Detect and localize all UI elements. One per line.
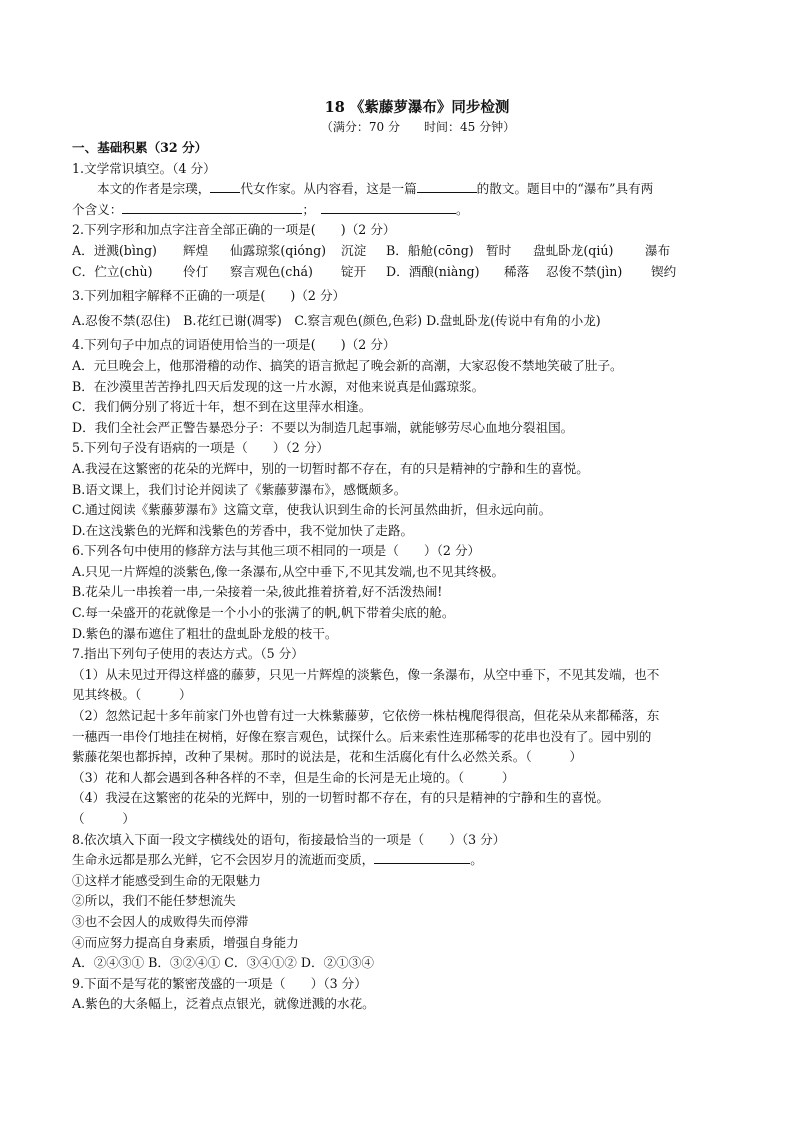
q2-item: 锲约 (651, 263, 677, 279)
question-8-options: A．②④③① B．③②④① C．③④①② D．②①③④ (72, 955, 374, 971)
question-5-stem: 5.下列句子没有语病的一项是（ ）（2 分） (72, 440, 330, 456)
question-8-passage (72, 850, 732, 871)
question-7-stem: 7.指出下列句子使用的表达方式。（5 分） (72, 646, 304, 662)
question-8-choice-2: ②所以，我们不能任梦想流失 (72, 893, 236, 909)
answer-blank-genre[interactable] (417, 179, 477, 193)
question-4-stem: 4.下列句子中加点的词语使用恰当的一项是( )（2 分） (72, 337, 396, 353)
q8-passage-text: 生命永远都是那么光鲜，它不会因岁月的流逝而变质， (72, 852, 375, 868)
q2-item: 稀落 (504, 263, 530, 279)
q2-item: C．伫立(chù) (72, 263, 153, 279)
question-3-options: A.忍俊不禁(忍住) B.花红已谢(凋零) C.察言观色(颜色,色彩) D.盘虬卧龙(传说中有角的小龙) (72, 312, 601, 328)
q2-item: 仙露琼浆(qióng) (230, 242, 327, 258)
question-8-stem: 8.依次填入下面一段文字横线处的语句，衔接最恰当的一项是（ ）（3 分） (72, 831, 506, 847)
q8-passage-end: 。 (470, 852, 483, 868)
question-7-sentence-1: （1）从未见过开得这样盛的藤萝，只见一片辉煌的淡紫色，像一条瀑布，从空中垂下，不见其发端，也不 (72, 666, 660, 682)
q2-item: 盘虬卧龙(qiú) (533, 242, 614, 258)
question-5-option-a: A.我浸在这繁密的花朵的光辉中，别的一切暂时都不存在，有的只是精神的宁静和生的喜悦。 (72, 460, 589, 476)
q1-text-e: ； (302, 201, 315, 217)
section-heading: 一、基础积累（32 分） (72, 140, 208, 155)
q1-text-d: 个含义： (72, 201, 123, 217)
q1-text-f: 。 (455, 201, 469, 217)
question-7-sentence-3: （3）花和人都会遇到各种各样的不幸，但是生命的长河是无止境的。（ ） (72, 769, 515, 785)
question-4-option-d: D．我们全社会严正警告暴恐分子：不要以为制造几起事端，就能够劳尽心血地分裂祖国。 (72, 419, 574, 435)
question-9-stem: 9.下面不是写花的繁密茂盛的一项是（ ）（3 分） (72, 975, 367, 991)
question-8-choice-3: ③也不会因人的成败得失而停滞 (72, 913, 249, 929)
page-subtitle: （满分：70 分 时间：45 分钟） (320, 120, 516, 134)
q2-item: 沉淀 (341, 242, 367, 258)
worksheet-page (72, 98, 732, 1015)
question-9-option-a: A.紫色的大条幅上，泛着点点银光，就像迸溅的水花。 (72, 996, 375, 1012)
q1-text-c: 的散文。题目中的“瀑布”具有两 (476, 181, 654, 197)
question-7-sentence-4: （4）我浸在这繁密的花朵的光辉中，别的一切暂时都不存在，有的只是精神的宁静和生的喜悦。 (72, 790, 609, 806)
question-4-option-a: A．元旦晚会上，他那滑稽的动作、搞笑的语言掀起了晚会新的高潮，大家忍俊不禁地笑破了肚子。 (72, 357, 623, 373)
q2-item: 忍俊不禁(jìn) (546, 263, 623, 279)
answer-blank-passage[interactable] (374, 850, 470, 864)
question-8-choice-1: ①这样才能感受到生命的无限魅力 (72, 872, 261, 888)
question-2-options-row-1 (72, 241, 732, 262)
question-2-options-row-2 (72, 262, 732, 283)
question-3-stem: 3.下列加粗字解释不正确的一项是( )（2 分） (72, 288, 346, 304)
question-7-sentence-4-cont: （ ） (72, 811, 135, 826)
q2-item: B．船舱(cōng) (386, 242, 474, 258)
question-4-option-c: C．我们俩分别了将近十年，想不到在这里萍水相逢。 (72, 399, 372, 415)
q2-item: 察言观色(chá) (230, 263, 313, 279)
q1-text-a: 本文的作者是宗璞， (97, 181, 211, 197)
question-1-line-1 (72, 179, 732, 200)
question-6-option-b: B.花朵儿一串挨着一串,一朵接着一朵,彼此推着挤着,好不活泼热闹! (72, 584, 443, 600)
answer-blank-meaning-1[interactable] (122, 200, 302, 214)
q2-item: A．迸溅(bìng) (72, 242, 157, 258)
q2-item: 瀑布 (645, 242, 671, 258)
q1-text-b: 代女作家。从内容看，这是一篇 (240, 181, 417, 197)
q2-item: 辉煌 (183, 242, 209, 258)
question-6-option-c: C.每一朵盛开的花就像是一个小小的张满了的帆,帆下带着尖底的舱。 (72, 605, 455, 621)
question-6-option-a: A.只见一片辉煌的淡紫色,像一条瀑布,从空中垂下,不见其发端,也不见其终极。 (72, 563, 505, 579)
answer-blank-meaning-2[interactable] (321, 200, 456, 214)
q2-item: 伶仃 (183, 263, 209, 279)
question-7-sentence-2: （2）忽然记起十多年前家门外也曾有过一大株紫藤萝，它依傍一株枯槐爬得很高，但花朵从来都稀落，东 (72, 708, 660, 724)
q2-item: D．酒酿(niàng) (386, 263, 480, 279)
question-6-stem: 6.下列各句中使用的修辞方法与其他三项不相同的一项是（ ）（2 分） (72, 543, 481, 559)
question-1-line-2 (72, 200, 732, 221)
question-7-sentence-2-cont: 一穗西一串伶仃地挂在树梢，好像在察言观色，试探什么。后来索性连那稀零的花串也没有了。园中别的 (72, 728, 652, 744)
answer-blank-era[interactable] (210, 179, 240, 193)
question-5-option-d: D.在这浅紫色的光辉和浅紫色的芳香中，我不觉加快了走路。 (72, 522, 414, 538)
question-7-sentence-2-end: 紫藤花架也都拆掉，改种了果树。那时的说法是，花和生活腐化有什么必然关系。（ ） (72, 749, 583, 765)
q2-item: 暂时 (486, 242, 512, 258)
page-title: 18 《紫藤萝瀑布》同步检测 (324, 99, 510, 116)
question-7-sentence-1-cont: 见其终极。（ ） (72, 687, 192, 703)
question-5-option-c: C.通过阅读《紫藤萝瀑布》这篇文章，使我认识到生命的长河虽然曲折，但永远向前。 (72, 502, 552, 518)
q2-item: 锭开 (341, 263, 367, 279)
question-2-stem: 2.下列字形和加点字注音全部正确的一项是( )（2 分） (72, 222, 396, 238)
question-4-option-b: B．在沙漠里苦苦挣扎四天后发现的这一片水源，对他来说真是仙露琼浆。 (72, 378, 485, 394)
question-6-option-d: D.紫色的瀑布遮住了粗壮的盘虬卧龙般的枝干。 (72, 625, 338, 641)
question-5-option-b: B.语文课上，我们讨论并阅读了《紫藤萝瀑布》，感慨颇多。 (72, 481, 407, 497)
question-8-choice-4: ④而应努力提高自身素质，增强自身能力 (72, 934, 299, 950)
question-1-stem: 1.文学常识填空。（4 分） (72, 160, 216, 176)
